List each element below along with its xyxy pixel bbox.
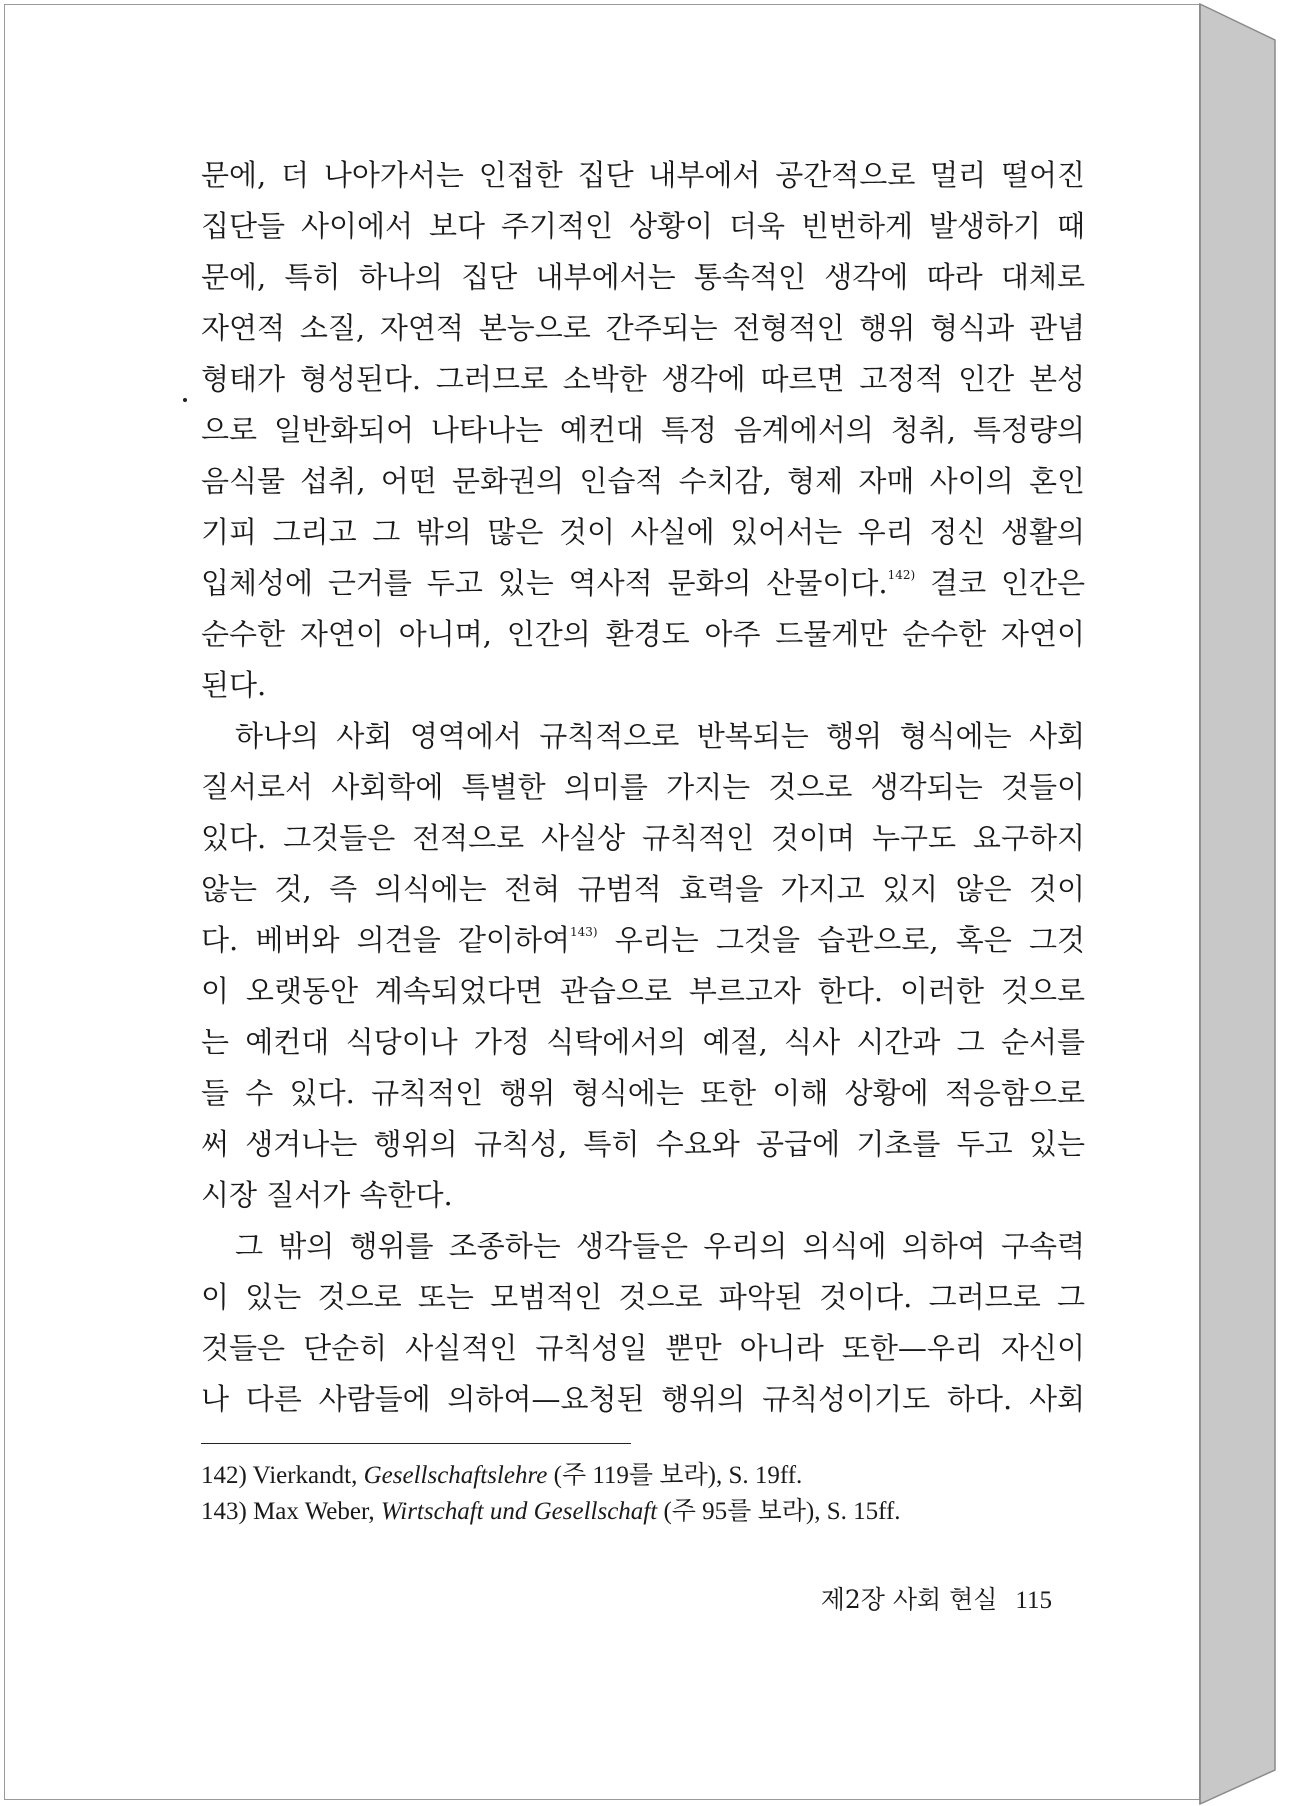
footnote-divider <box>201 1443 631 1444</box>
text-line: 이 있는 것으로 또는 모범적인 것으로 파악된 것이다. 그러므로 그 <box>201 1280 1085 1314</box>
text-line: 문에, 더 나아가서는 인접한 집단 내부에서 공간적으로 멀리 떨어진 <box>201 158 1085 192</box>
running-footer <box>800 1580 1052 1616</box>
text-line: 는 예컨대 식당이나 가정 식탁에서의 예절, 식사 시간과 그 순서를 <box>201 1025 1085 1059</box>
chapter-title: 제2장 사회 현실 <box>820 1585 998 1614</box>
text-run: 다. 베버와 의견을 같이하여 <box>201 923 570 957</box>
footnote-143: 143) Max Weber, Wirtschaft und Gesellschaft (주 95를 보라), S. 15ff. <box>201 1498 901 1525</box>
text-line <box>201 558 1085 609</box>
text-line: 순수한 자연이 아니며, 인간의 환경도 아주 드물게만 순수한 자연이 <box>201 617 1085 651</box>
text-run: 입체성에 근거를 두고 있는 역사적 문화의 산물이다. <box>201 566 888 600</box>
page-number: 115 <box>1015 1587 1052 1614</box>
footnote-marker[interactable]: 143) <box>569 925 598 939</box>
text-line: 그 밖의 행위를 조종하는 생각들은 우리의 의식에 의하여 구속력 <box>235 1229 1085 1263</box>
text-line: 시장 질서가 속한다. <box>201 1178 453 1212</box>
body-text <box>201 150 1085 1425</box>
text-line: 써 생겨나는 행위의 규칙성, 특히 수요와 공급에 기초를 두고 있는 <box>201 1127 1085 1161</box>
text-line: 질서로서 사회학에 특별한 의미를 가지는 것으로 생각되는 것들이 <box>201 770 1085 804</box>
text-line: 하나의 사회 영역에서 규칙적으로 반복되는 행위 형식에는 사회 <box>235 719 1085 753</box>
text-line: 된다. <box>201 668 267 702</box>
text-line: 형태가 형성된다. 그러므로 소박한 생각에 따르면 고정적 인간 본성 <box>201 362 1085 396</box>
footnote-marker[interactable]: 142) <box>887 568 916 582</box>
stray-mark <box>183 398 187 402</box>
text-line: 음식물 섭취, 어떤 문화권의 인습적 수치감, 형제 자매 사이의 혼인 <box>201 464 1085 498</box>
paragraph <box>201 1221 1085 1425</box>
footnote-142: 142) Vierkandt, Gesellschaftslehre (주 119를 보라), S. 19ff. <box>201 1462 803 1489</box>
text-run: 우리는 그것을 습관으로, 혹은 그것 <box>597 923 1085 957</box>
text-line: 있다. 그것들은 전적으로 사실상 규칙적인 것이며 누구도 요구하지 <box>201 821 1085 855</box>
text-line: 않는 것, 즉 의식에는 전혀 규범적 효력을 가지고 있지 않은 것이 <box>201 872 1085 906</box>
text-line: 집단들 사이에서 보다 주기적인 상황이 더욱 빈번하게 발생하기 때 <box>201 209 1085 243</box>
footnotes <box>201 1458 1101 1530</box>
paragraph <box>201 150 1085 711</box>
text-line: 기피 그리고 그 밖의 많은 것이 사실에 있어서는 우리 정신 생활의 <box>201 515 1085 549</box>
text-run: 결코 인간은 <box>915 566 1085 600</box>
text-line: 자연적 소질, 자연적 본능으로 간주되는 전형적인 행위 형식과 관념 <box>201 311 1085 345</box>
text-line: 나 다른 사람들에 의하여—요청된 행위의 규칙성이기도 하다. 사회 <box>201 1382 1085 1416</box>
text-line: 이 오랫동안 계속되었다면 관습으로 부르고자 한다. 이러한 것으로 <box>201 974 1085 1008</box>
text-line: 문에, 특히 하나의 집단 내부에서는 통속적인 생각에 따라 대체로 <box>201 260 1085 294</box>
text-line: 들 수 있다. 규칙적인 행위 형식에는 또한 이해 상황에 적응함으로 <box>201 1076 1085 1110</box>
text-line: 것들은 단순히 사실적인 규칙성일 뿐만 아니라 또한—우리 자신이 <box>201 1331 1085 1365</box>
paragraph <box>201 711 1085 1221</box>
text-line <box>201 915 1085 966</box>
text-line: 으로 일반화되어 나타나는 예컨대 특정 음계에서의 청취, 특정량의 <box>201 413 1085 447</box>
